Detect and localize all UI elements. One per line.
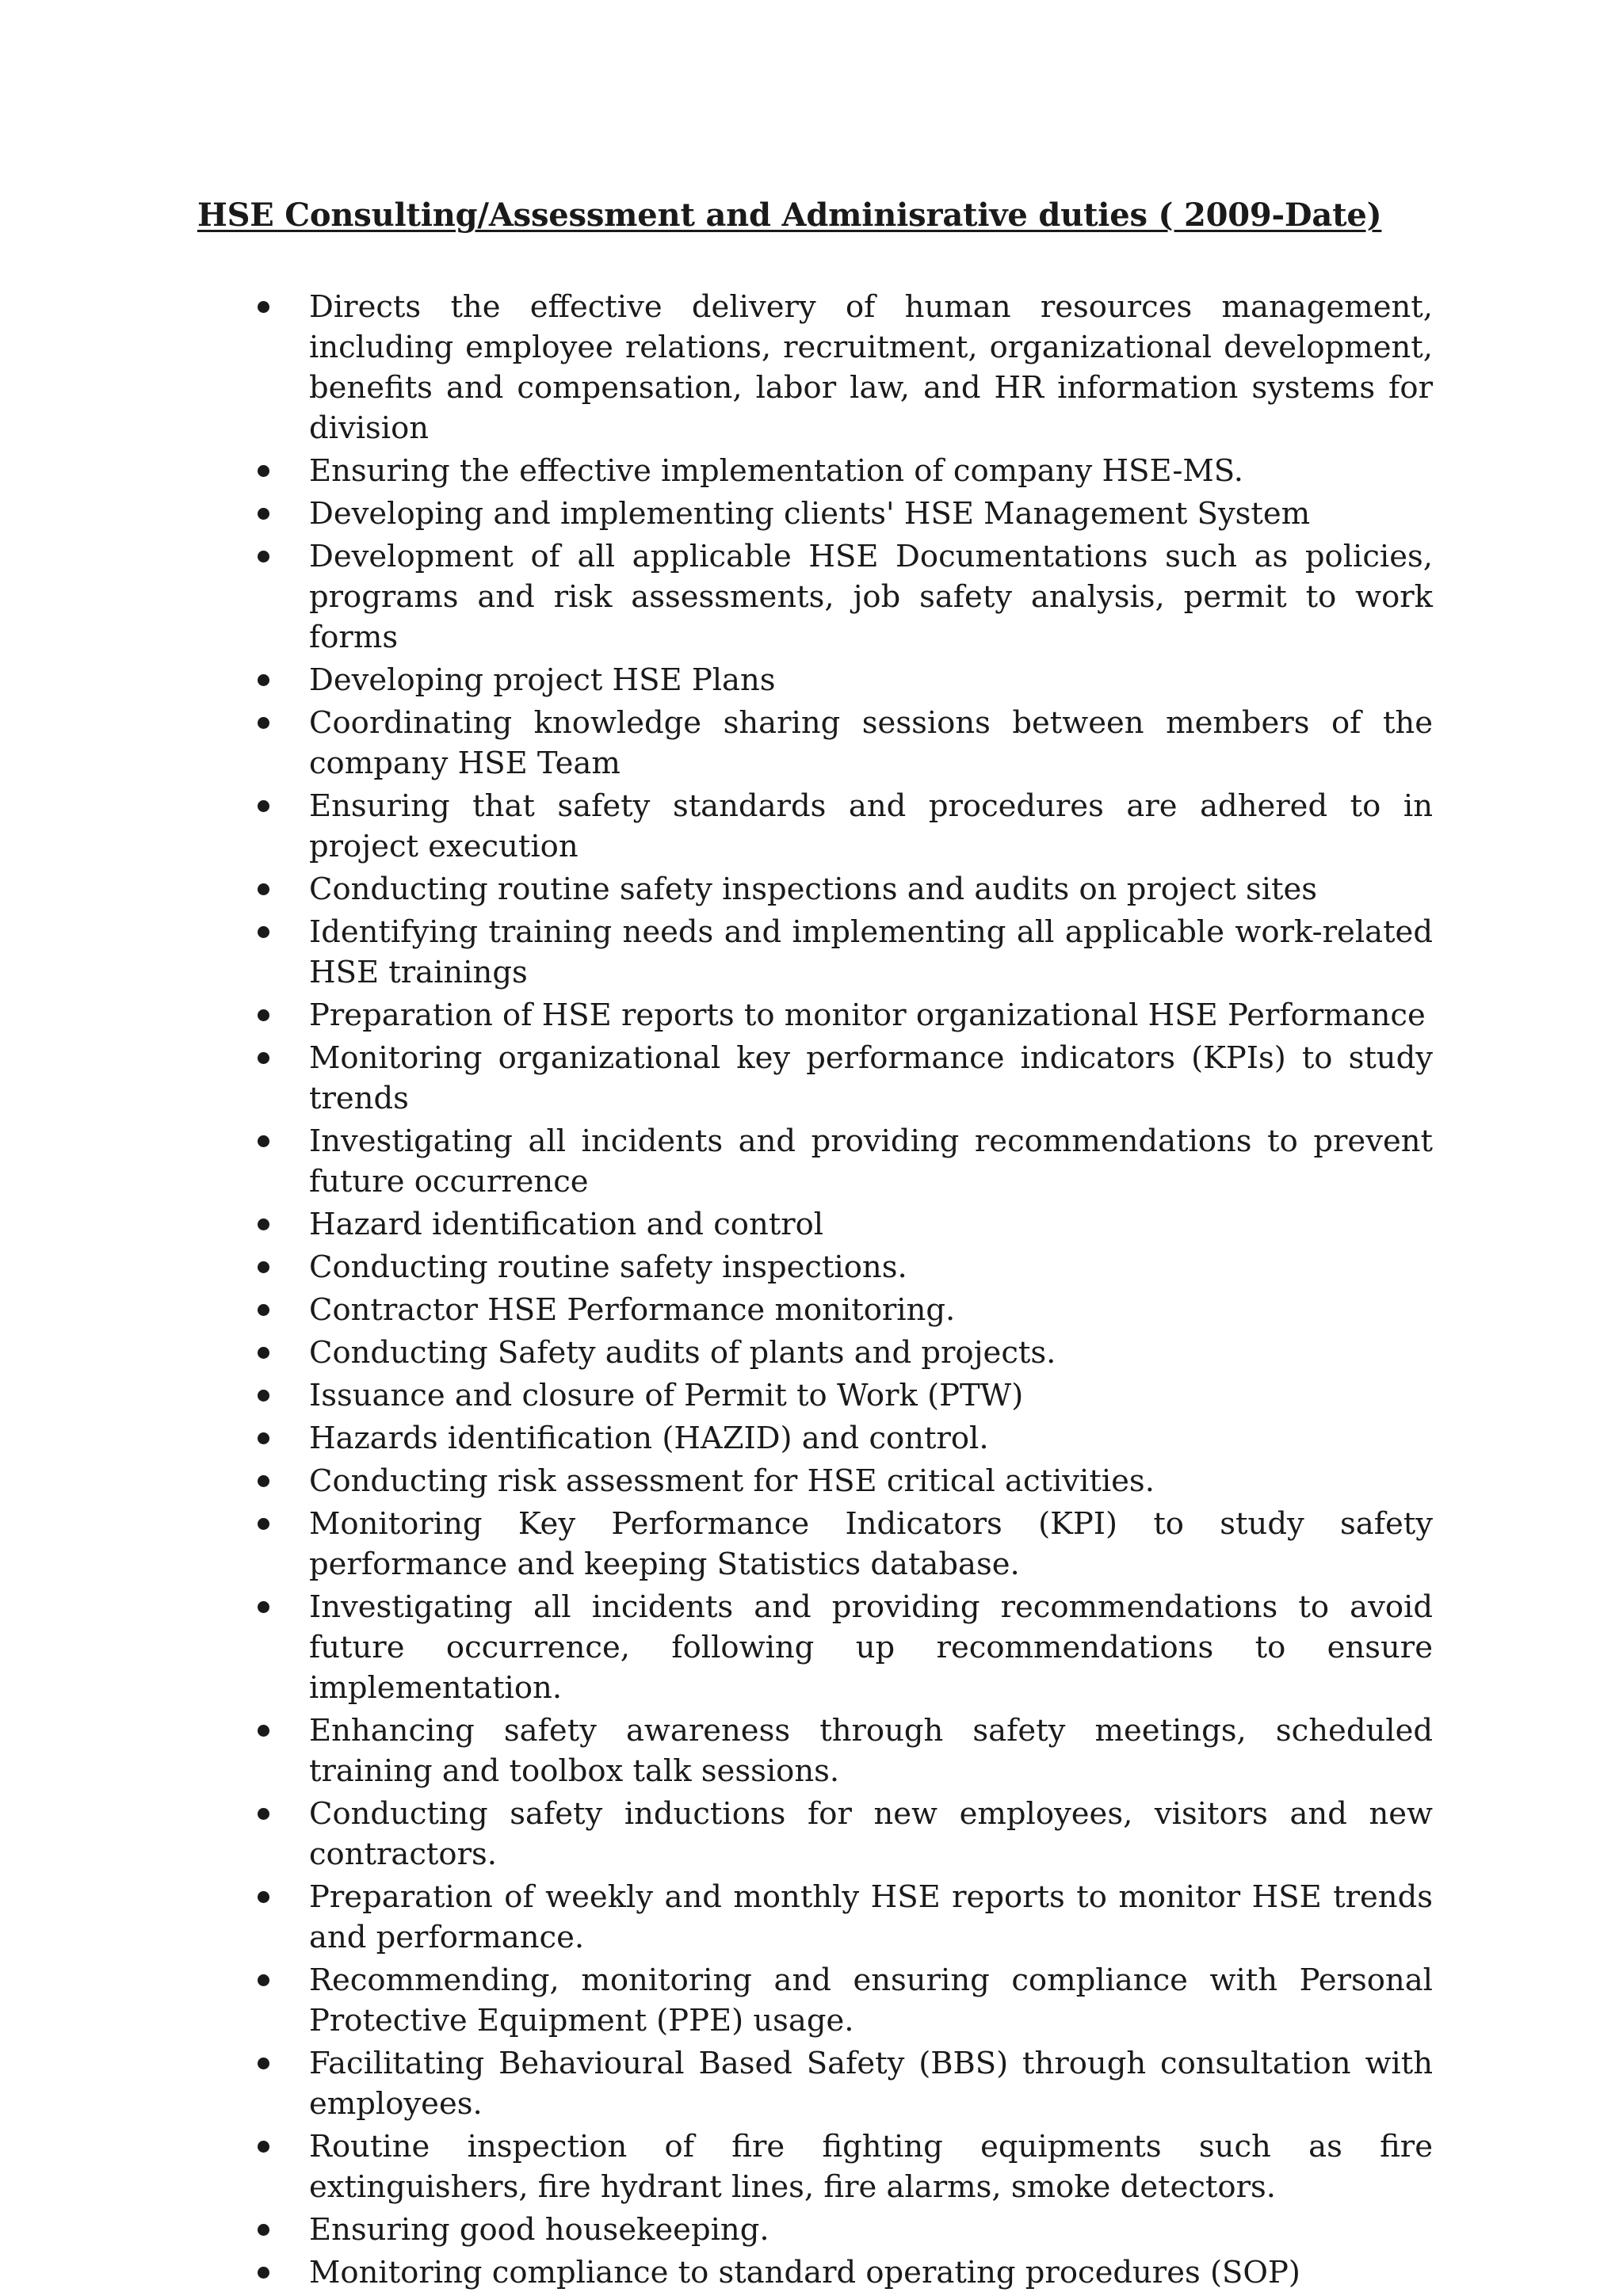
duty-text: Facilitating Behavioural Based Safety (BBS) through consultation with employees. — [309, 2046, 1433, 2122]
duty-text: Ensuring that safety standards and procedures are adhered to in project execution — [309, 788, 1433, 864]
duty-text: Issuance and closure of Permit to Work (PTW) — [309, 1378, 1024, 1413]
duty-text: Investigating all incidents and providing recommendations to avoid future occurrence, following up recommendations to ensure implementation. — [309, 1589, 1433, 1706]
duty-text: Routine inspection of fire fighting equipments such as fire extinguishers, fire hydrant lines, fire alarms, smoke detectors. — [309, 2129, 1433, 2205]
duty-list-item — [309, 1038, 1433, 1119]
duty-list-item — [309, 660, 1433, 700]
bullet-icon — [258, 508, 269, 520]
duty-text: Preparation of weekly and monthly HSE reports to monitor HSE trends and performance. — [309, 1879, 1433, 1955]
bullet-icon — [258, 465, 269, 477]
duty-list-item — [309, 1960, 1433, 2041]
bullet-icon — [258, 1432, 269, 1444]
duty-text: Hazards identification (HAZID) and control. — [309, 1421, 989, 1456]
bullet-icon — [258, 1219, 269, 1230]
section-heading: HSE Consulting/Assessment and Adminisrative duties ( 2009-Date) — [197, 196, 1382, 234]
bullet-icon — [258, 883, 269, 895]
duty-list-item — [309, 1290, 1433, 1330]
duty-list-item — [309, 703, 1433, 784]
duty-text: Developing and implementing clients' HSE Management System — [309, 496, 1311, 532]
bullet-icon — [258, 1347, 269, 1359]
duty-list-item — [309, 451, 1433, 491]
duty-list-item — [309, 995, 1433, 1035]
duty-list-item — [309, 1247, 1433, 1287]
duty-text: Conducting routine safety inspections. — [309, 1249, 907, 1285]
duty-list-item — [309, 1711, 1433, 1791]
bullet-icon — [258, 1390, 269, 1402]
duty-list-item — [309, 1794, 1433, 1875]
duty-text: Hazard identification and control — [309, 1207, 824, 1242]
bullet-icon — [258, 1009, 269, 1021]
duty-text: Recommending, monitoring and ensuring compliance with Personal Protective Equipment (PPE) usage. — [309, 1962, 1433, 2039]
bullet-icon — [258, 674, 269, 686]
duty-text: Ensuring the effective implementation of company HSE-MS. — [309, 453, 1243, 489]
bullet-icon — [258, 717, 269, 729]
duty-text: Preparation of HSE reports to monitor organizational HSE Performance — [309, 997, 1426, 1033]
duty-list-item — [309, 1504, 1433, 1585]
duty-text: Enhancing safety awareness through safety meetings, scheduled training and toolbox talk sessions. — [309, 1713, 1433, 1789]
duty-text: Monitoring organizational key performance indicators (KPIs) to study trends — [309, 1040, 1433, 1116]
bullet-icon — [258, 1518, 269, 1530]
duty-list-item — [309, 1587, 1433, 1708]
bullet-icon — [258, 1725, 269, 1737]
duty-text: Development of all applicable HSE Documentations such as policies, programs and risk assessments, job safety analysis, permit to work forms — [309, 539, 1433, 655]
bullet-icon — [258, 1974, 269, 1986]
bullet-icon — [258, 1891, 269, 1903]
duty-text: Conducting Safety audits of plants and projects. — [309, 1335, 1056, 1371]
duty-list-item — [309, 1461, 1433, 1501]
duty-list-item — [309, 1877, 1433, 1958]
duty-list-item — [309, 494, 1433, 534]
bullet-icon — [258, 2267, 269, 2279]
duty-text: Contractor HSE Performance monitoring. — [309, 1292, 956, 1328]
duty-text: Investigating all incidents and providing recommendations to prevent future occurrence — [309, 1123, 1433, 1199]
duty-list-item — [309, 1121, 1433, 1202]
duty-list-item — [309, 2126, 1433, 2207]
duty-list-item — [309, 2210, 1433, 2250]
duty-list-item — [309, 1204, 1433, 1245]
bullet-icon — [258, 301, 269, 313]
duty-text: Directs the effective delivery of human resources management, including employee relations, recruitment, organizational development, benefits and compensation, labor law, and HR information systems for division — [309, 289, 1433, 446]
duty-text: Coordinating knowledge sharing sessions between members of the company HSE Team — [309, 705, 1433, 781]
bullet-icon — [258, 1052, 269, 1064]
duty-list-item — [309, 536, 1433, 658]
bullet-icon — [258, 800, 269, 812]
duty-text: Conducting safety inductions for new employees, visitors and new contractors. — [309, 1796, 1433, 1872]
duty-list-item — [309, 1333, 1433, 1373]
duty-text: Conducting routine safety inspections and audits on project sites — [309, 871, 1318, 907]
bullet-icon — [258, 1601, 269, 1613]
bullet-icon — [258, 2141, 269, 2153]
duty-list-item — [309, 869, 1433, 910]
duty-text: Identifying training needs and implementing all applicable work-related HSE trainings — [309, 914, 1433, 990]
duty-list-item — [309, 1418, 1433, 1459]
duty-list-item — [309, 287, 1433, 448]
duty-list-item — [309, 2252, 1433, 2293]
duty-text: Conducting risk assessment for HSE critical activities. — [309, 1463, 1155, 1499]
duty-list-item — [309, 786, 1433, 867]
bullet-icon — [258, 1304, 269, 1316]
bullet-icon — [258, 2224, 269, 2236]
bullet-icon — [258, 1808, 269, 1820]
duty-text: Monitoring Key Performance Indicators (KPI) to study safety performance and keeping Statistics database. — [309, 1506, 1433, 1582]
duty-list-item — [309, 1375, 1433, 1416]
bullet-icon — [258, 1135, 269, 1147]
duty-text: Monitoring compliance to standard operating procedures (SOP) — [309, 2255, 1300, 2290]
duty-list-item — [309, 912, 1433, 993]
bullet-icon — [258, 926, 269, 938]
duty-text: Developing project HSE Plans — [309, 662, 776, 698]
bullet-icon — [258, 1475, 269, 1487]
bullet-icon — [258, 2058, 269, 2069]
duty-text: Ensuring good housekeeping. — [309, 2212, 769, 2248]
duties-list — [309, 287, 1433, 2295]
bullet-icon — [258, 1261, 269, 1273]
duty-list-item — [309, 2043, 1433, 2124]
bullet-icon — [258, 551, 269, 563]
